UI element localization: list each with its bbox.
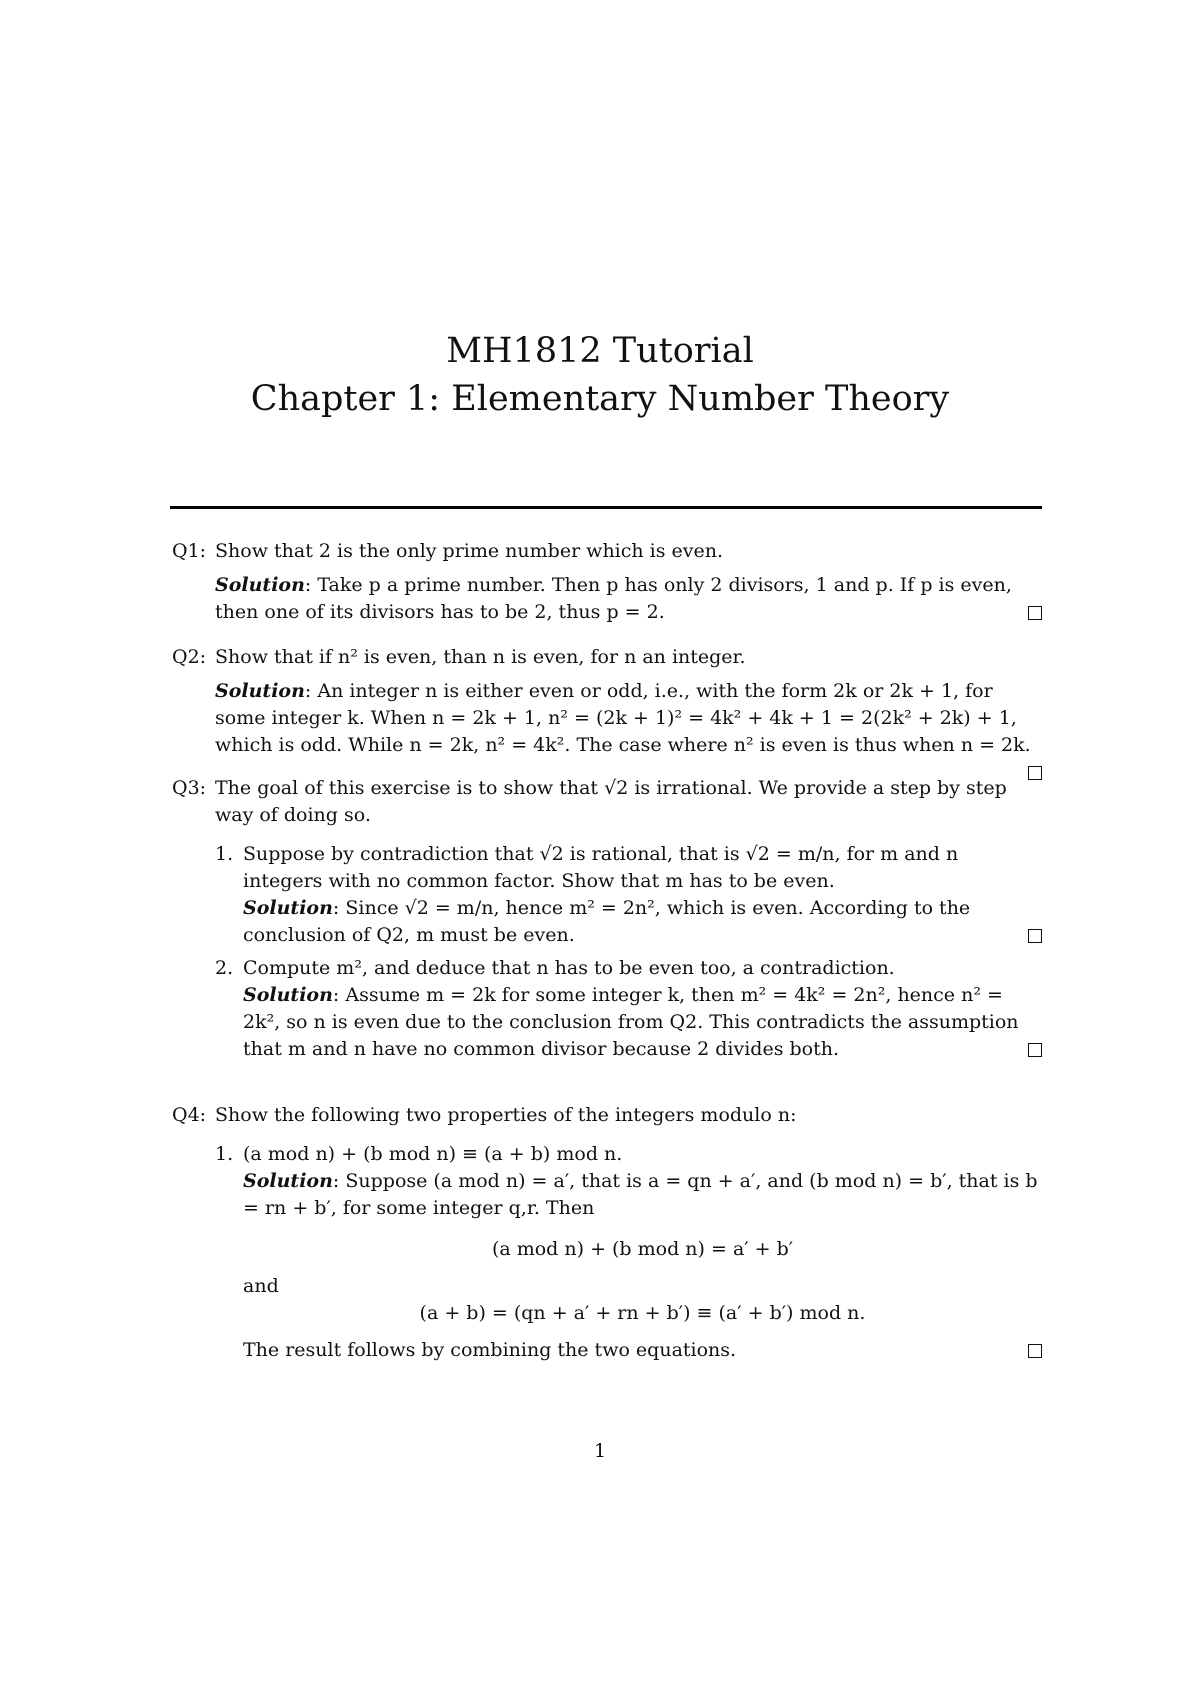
solution-paragraph <box>243 895 1042 949</box>
solution-paragraph <box>215 572 1042 626</box>
solution-paragraph <box>243 982 1042 1063</box>
qed-box-icon <box>1028 1043 1042 1057</box>
solution-text: : Since √2 = m/n, hence m² = 2n², which is even. According to the conclusion of Q2, m must be even. <box>243 897 971 946</box>
conclusion-text: The result follows by combining the two equations. <box>243 1339 737 1361</box>
question-q2 <box>172 644 1042 780</box>
solution-label: Solution <box>215 680 305 702</box>
list-item <box>215 955 1042 1063</box>
question-q1 <box>172 538 1042 626</box>
solution-text: : An integer n is either even or odd, i.e., with the form 2k or 2k + 1, for some integer k. When n = 2k + 1, n² = (2k + 1)² = 4k² + 4k + 1 = 2(2k² + 2k) + 1, which is odd. While n = 2k, n² = 4k². The case where n² is even is thus when n = 2k. <box>215 680 1031 756</box>
question-label: Q2: <box>172 646 207 668</box>
solution-label: Solution <box>243 984 333 1006</box>
qed-box-icon <box>1028 929 1042 943</box>
solution-label: Solution <box>215 574 305 596</box>
list-item <box>215 841 1042 949</box>
horizontal-rule <box>170 506 1042 509</box>
item-text: (a mod n) + (b mod n) ≡ (a + b) mod n. <box>243 1143 623 1165</box>
item-text: Compute m², and deduce that n has to be even too, a contradiction. <box>243 957 895 979</box>
question-label: Q3: <box>172 777 207 799</box>
connector-text: and <box>243 1275 279 1297</box>
question-text: The goal of this exercise is to show that √2 is irrational. We provide a step by step way of doing so. <box>215 777 1007 826</box>
conclusion-paragraph <box>243 1337 1042 1364</box>
item-label: 2. <box>215 957 234 979</box>
solution-label: Solution <box>243 897 333 919</box>
list-item <box>215 1141 1042 1364</box>
display-equation-2: (a + b) = (qn + a′ + rn + b′) ≡ (a′ + b′) mod n. <box>419 1302 866 1324</box>
question-label: Q1: <box>172 540 207 562</box>
display-equation-1: (a mod n) + (b mod n) = a′ + b′ <box>491 1238 794 1260</box>
item-label: 1. <box>215 1143 234 1165</box>
question-text: Show that if n² is even, than n is even, for n an integer. <box>215 646 746 668</box>
item-label: 1. <box>215 843 234 865</box>
question-text: Show the following two properties of the integers modulo n: <box>215 1104 797 1126</box>
solution-paragraph <box>215 678 1042 759</box>
page-number: 1 <box>593 1440 607 1462</box>
question-label: Q4: <box>172 1104 207 1126</box>
question-text: Show that 2 is the only prime number which is even. <box>215 540 724 562</box>
solution-paragraph <box>243 1168 1042 1222</box>
tutorial-title: MH1812 Tutorial <box>446 331 754 371</box>
item-text: Suppose by contradiction that √2 is rational, that is √2 = m/n, for m and n integers with no common factor. Show that m has to be even. <box>243 843 959 892</box>
chapter-title: Chapter 1: Elementary Number Theory <box>250 379 950 419</box>
question-q4 <box>172 1102 1042 1364</box>
qed-box-icon <box>1028 606 1042 620</box>
solution-text: : Take p a prime number. Then p has only 2 divisors, 1 and p. If p is even, then one of its divisors has to be 2, thus p = 2. <box>215 574 1012 623</box>
solution-label: Solution <box>243 1170 333 1192</box>
qed-box-icon <box>1028 1344 1042 1358</box>
solution-text: : Assume m = 2k for some integer k, then m² = 4k² = 2n², hence n² = 2k², so n is even due to the conclusion from Q2. This contradicts the assumption that m and n have no common divisor because 2 divides both. <box>243 984 1019 1060</box>
question-q3 <box>172 775 1042 1063</box>
solution-text: : Suppose (a mod n) = a′, that is a = qn + a′, and (b mod n) = b′, that is b = rn + b′, for some integer q,r. Then <box>243 1170 1038 1219</box>
